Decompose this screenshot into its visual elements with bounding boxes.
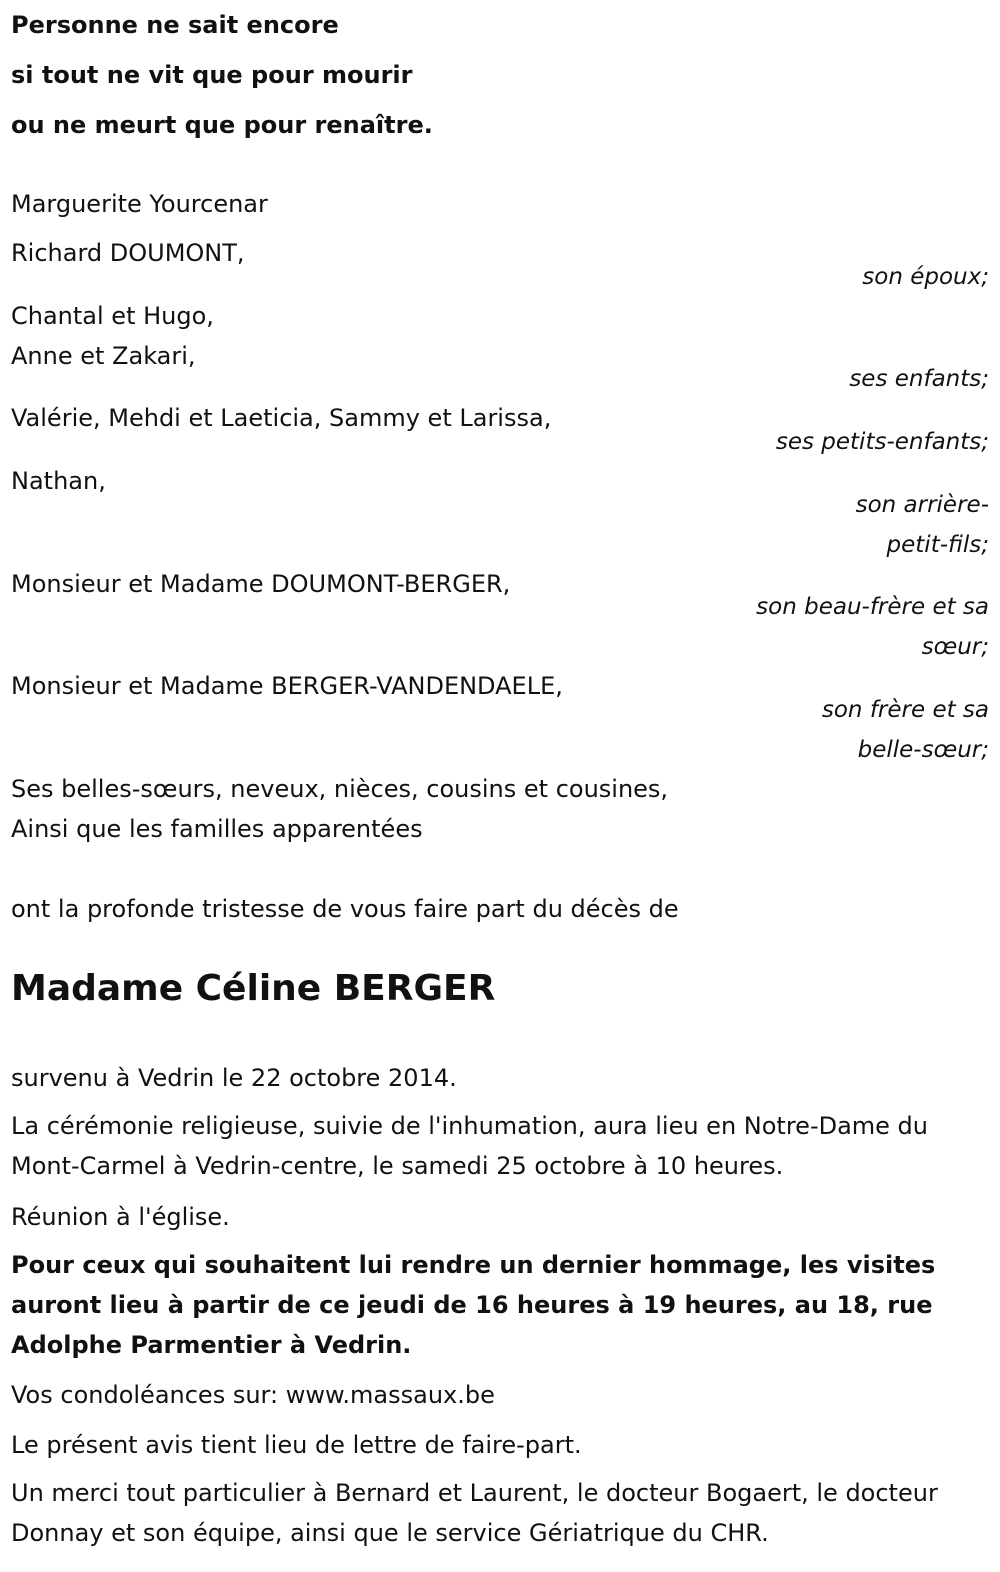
notice-info: Le présent avis tient lieu de lettre de faire-part. — [11, 1431, 582, 1459]
quote-author: Marguerite Yourcenar — [11, 190, 268, 218]
obituary-notice — [11, 0, 989, 1572]
brother-relation-1: son frère et sa — [821, 697, 989, 723]
spouse-name: Richard DOUMONT, — [11, 239, 245, 267]
grandchildren-relation: ses petits-enfants; — [775, 429, 989, 455]
ceremony-info: La cérémonie religieuse, suivie de l'inhumation, aura lieu en Notre-Dame du Mont-Carmel à Vedrin-centre, le samedi 25 octobre à 10 heures. — [11, 1112, 929, 1180]
death-info: survenu à Vedrin le 22 octobre 2014. — [11, 1064, 457, 1092]
quote-line-3: ou ne meurt que pour renaître. — [11, 111, 433, 139]
children-line-1: Chantal et Hugo, — [11, 302, 214, 330]
quote-line-1: Personne ne sait encore — [11, 11, 339, 39]
condolences-info: Vos condoléances sur: www.massaux.be — [11, 1381, 495, 1409]
sister-relation-2: sœur; — [921, 634, 989, 660]
children-line-2: Anne et Zakari, — [11, 342, 196, 370]
grandchildren-names: Valérie, Mehdi et Laeticia, Sammy et Larissa, — [11, 404, 552, 432]
great-grandchild-name: Nathan, — [11, 467, 106, 495]
sister-relation-1: son beau-frère et sa — [756, 594, 989, 620]
other-relatives-1: Ses belles-sœurs, neveux, nièces, cousins et cousines, — [11, 775, 669, 803]
spouse-relation: son époux; — [862, 264, 989, 290]
thanks-info: Un merci tout particulier à Bernard et Laurent, le docteur Bogaert, le docteur Donnay et son équipe, ainsi que le service Gériatrique du CHR. — [11, 1479, 938, 1547]
announcement-intro: ont la profonde tristesse de vous faire part du décès de — [11, 895, 679, 923]
great-grandchild-relation-2: petit-fils; — [886, 532, 989, 558]
sister-couple: Monsieur et Madame DOUMONT-BERGER, — [11, 570, 511, 598]
other-relatives-2: Ainsi que les familles apparentées — [11, 815, 423, 843]
great-grandchild-relation-1: son arrière- — [855, 492, 989, 518]
quote-line-2: si tout ne vit que pour mourir — [11, 61, 413, 89]
visits-info: Pour ceux qui souhaitent lui rendre un dernier hommage, les visites auront lieu à partir de ce jeudi de 16 heures à 19 heures, au 18, rue Adolphe Parmentier à Vedrin. — [11, 1251, 936, 1359]
brother-couple: Monsieur et Madame BERGER-VANDENDAELE, — [11, 672, 563, 700]
children-relation: ses enfants; — [849, 366, 989, 392]
deceased-name: Madame Céline BERGER — [11, 968, 496, 1009]
meeting-info: Réunion à l'église. — [11, 1203, 230, 1231]
brother-relation-2: belle-sœur; — [857, 737, 989, 763]
